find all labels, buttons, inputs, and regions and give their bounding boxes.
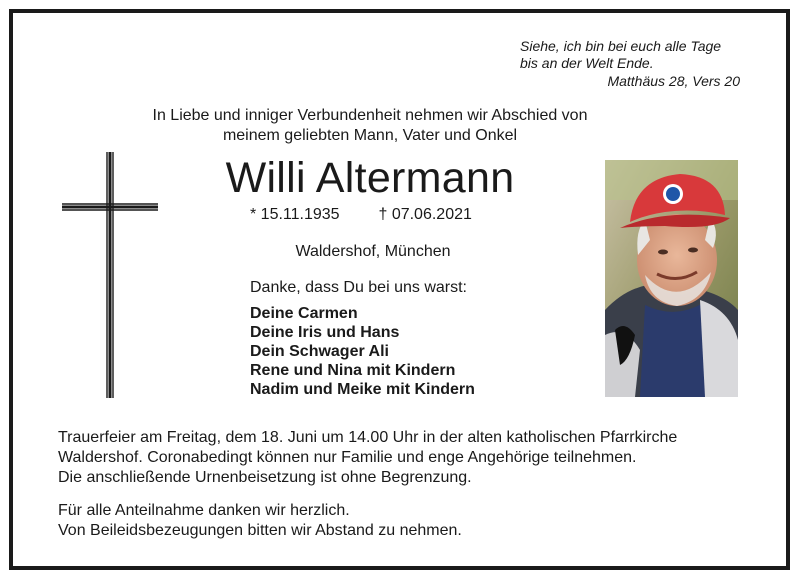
portrait-photo	[605, 160, 738, 397]
mourner-item: Deine Iris und Hans	[250, 324, 400, 341]
intro-text	[95, 106, 645, 146]
quote-line-1: Siehe, ich bin bei euch alle Tage	[520, 38, 722, 54]
closing-line-1: Für alle Anteilnahme danken wir herzlich.	[58, 502, 350, 519]
birth-date: * 15.11.1935	[250, 206, 340, 223]
funeral-line-1: Trauerfeier am Freitag, dem 18. Juni um 14.00 Uhr in der alten katholischen Pfarrkirche	[58, 429, 678, 446]
funeral-line-2: Waldershof. Coronabedingt können nur Familie und enge Angehörige teilnehmen.	[58, 449, 637, 466]
quote-line-2: bis an der Welt Ende.	[520, 55, 654, 71]
places: Waldershof, München	[295, 243, 451, 260]
bible-quote	[520, 38, 740, 90]
life-dates	[250, 205, 472, 225]
funeral-line-3: Die anschließende Urnenbeisetzung ist ohne Begrenzung.	[58, 469, 472, 486]
mourner-item: Dein Schwager Ali	[250, 343, 389, 360]
intro-line-2: meinem geliebten Mann, Vater und Onkel	[222, 127, 518, 144]
mourners-list	[250, 304, 475, 399]
closing-info	[58, 501, 462, 541]
thanks-line: Danke, dass Du bei uns warst:	[250, 279, 467, 296]
mourner-item: Deine Carmen	[250, 305, 358, 322]
intro-line-1: In Liebe und inniger Verbundenheit nehmen wir Abschied von	[152, 107, 588, 124]
quote-source: Matthäus 28, Vers 20	[607, 73, 740, 89]
mourner-item: Rene und Nina mit Kindern	[250, 362, 456, 379]
closing-line-2: Von Beileidsbezeugungen bitten wir Abstand zu nehmen.	[58, 522, 462, 539]
cross-icon	[60, 150, 160, 400]
death-date: † 07.06.2021	[378, 206, 472, 223]
funeral-info	[58, 428, 677, 488]
deceased-name: Willi Altermann	[225, 154, 515, 202]
mourner-item: Nadim und Meike mit Kindern	[250, 381, 475, 398]
